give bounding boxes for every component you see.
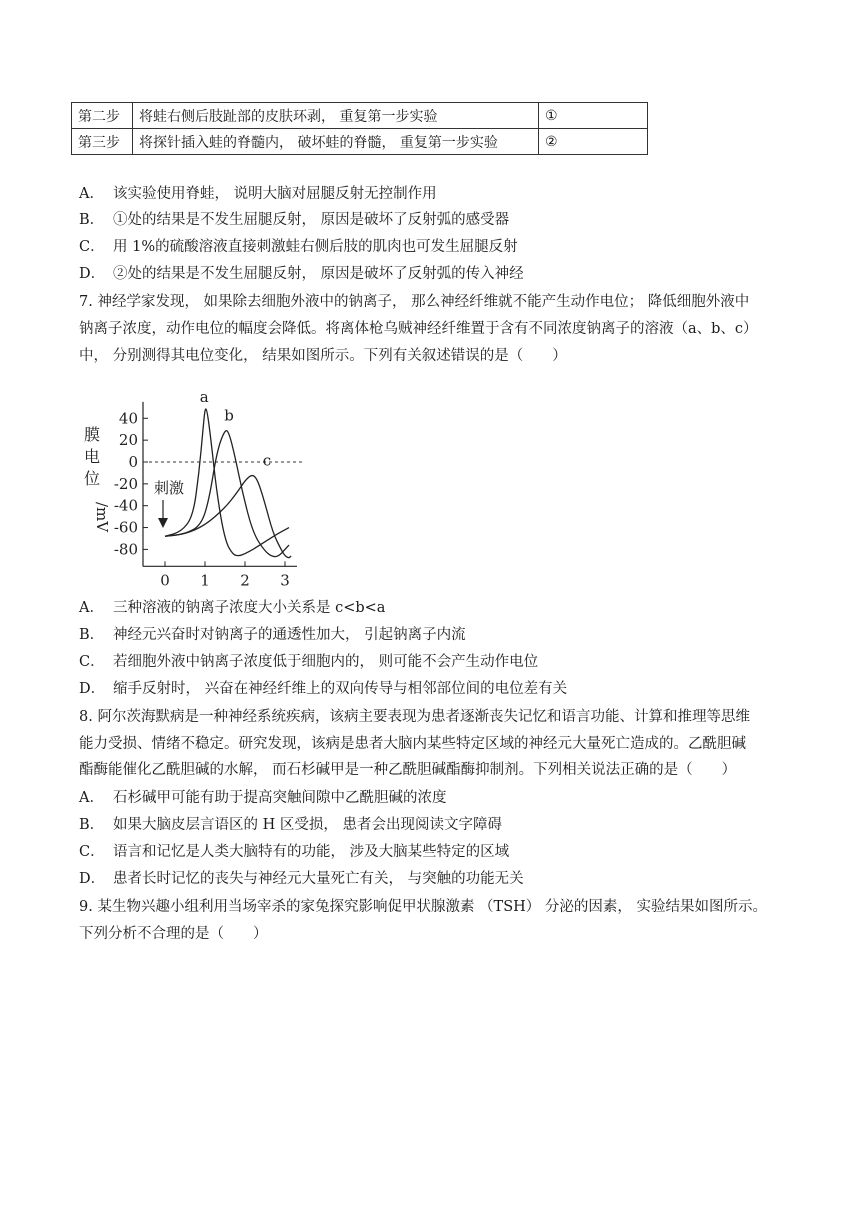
q8-stem-line: 酯酶能催化乙酰胆碱的水解， 而石杉碱甲是一种乙酰胆碱酯酶抑制剂。下列相关说法正确的是（ ） <box>79 762 737 778</box>
option-label: A． <box>79 600 104 616</box>
y-axis-label-char: 膜 <box>83 425 101 444</box>
q8-stem-line: 能力受损、情绪不稳定。研究发现，该病是患者大脑内某些特定区域的神经元大量死亡造成的。乙酰胆碱 <box>79 736 746 752</box>
q6-option-c <box>79 237 518 257</box>
table-cell-result: ① <box>539 103 648 129</box>
x-tick-label: 1 <box>200 571 210 590</box>
q7-option-d <box>79 679 567 699</box>
chart-labels <box>84 388 271 533</box>
option-text: 缩手反射时， 兴奋在神经纤维上的双向传导与相邻部位间的电位差有关 <box>113 681 568 697</box>
q6-option-b <box>79 210 509 230</box>
table-cell-result: ② <box>539 129 648 155</box>
option-label: B． <box>79 817 105 833</box>
q7-stem-line: 中， 分别测得其电位变化， 结果如图所示。下列有关叙述错误的是（ ） <box>79 348 567 364</box>
option-label: D． <box>79 871 106 887</box>
q6-option-d <box>79 264 524 284</box>
option-text: 患者长时记忆的丧失与神经元大量死亡有关， 与突触的功能无关 <box>113 871 524 887</box>
q9-stem-line: 9. 某生物兴趣小组利用当场宰杀的家兔探究影响促甲状腺激素 （TSH） 分泌的因素， 实验结果如图所示。 <box>79 899 768 915</box>
option-label: C． <box>79 239 105 255</box>
y-tick-label: -40 <box>113 496 138 515</box>
q7-stem-line: 钠离子浓度，动作电位的幅度会降低。将离体枪乌贼神经纤维置于含有不同浓度钠离子的溶液（a、b、c） <box>79 321 758 337</box>
option-label: D． <box>79 266 106 282</box>
option-text: 三种溶液的钠离子浓度大小关系是 c<b<a <box>113 600 386 616</box>
q8-option-c <box>79 842 509 862</box>
q8-option-a <box>79 788 447 808</box>
option-label: C． <box>79 654 105 670</box>
q7-stem-line: 7. 神经学家发现， 如果除去细胞外液中的钠离子， 那么神经纤维就不能产生动作电位； 降低细胞外液中 <box>79 294 750 310</box>
experiment-steps-table <box>71 102 648 155</box>
option-text: 用 1%的硫酸溶液直接刺激蛙右侧后肢的肌肉也可发生屈腿反射 <box>113 239 518 255</box>
stimulus-label: 刺激 <box>154 479 185 497</box>
y-tick-label: 40 <box>118 409 138 428</box>
option-label: B． <box>79 212 105 228</box>
option-label: D． <box>79 681 106 697</box>
series-label-b: b <box>224 406 234 425</box>
series-label-c: c <box>262 451 272 470</box>
q7-option-c <box>79 652 538 672</box>
q6-option-a <box>79 184 437 204</box>
table-row <box>72 103 648 129</box>
option-text: ①处的结果是不发生屈腿反射， 原因是破坏了反射弧的感受器 <box>113 212 510 228</box>
option-text: 若细胞外液中钠离子浓度低于细胞内的， 则可能不会产生动作电位 <box>113 654 539 670</box>
table-cell-step: 第三步 <box>72 129 133 155</box>
y-tick-label: -80 <box>113 540 138 559</box>
q8-option-b <box>79 815 502 835</box>
table-cell-step: 第二步 <box>72 103 133 129</box>
y-axis-label-char: 位 <box>83 469 101 488</box>
option-label: B． <box>79 627 105 643</box>
y-tick-label: -20 <box>113 474 138 493</box>
q7-option-a <box>79 598 385 618</box>
option-text: 神经元兴奋时对钠离子的通透性加大， 引起钠离子内流 <box>113 627 466 643</box>
y-tick-label: 0 <box>128 453 138 471</box>
table-cell-action: 将蛙右侧后肢趾部的皮肤环剥， 重复第一步实验 <box>133 103 539 129</box>
option-text: 语言和记忆是人类大脑特有的功能， 涉及大脑某些特定的区域 <box>113 844 510 860</box>
y-tick-label: -60 <box>113 518 138 537</box>
q8-option-d <box>79 869 524 889</box>
option-label: A． <box>79 790 104 806</box>
q7-option-b <box>79 625 466 645</box>
chart-axes <box>114 402 302 589</box>
option-text: 石杉碱甲可能有助于提高突触间隙中乙酰胆碱的浓度 <box>113 790 447 806</box>
membrane-potential-chart <box>70 372 360 592</box>
y-axis-unit: /mV <box>93 502 111 533</box>
y-tick-label: 20 <box>118 431 138 450</box>
table-row <box>72 129 648 155</box>
q9-stem-line: 下列分析不合理的是（ ） <box>79 926 268 942</box>
series-label-a: a <box>199 387 209 406</box>
table-cell-action: 将探针插入蛙的脊髓内， 破坏蛙的脊髓， 重复第一步实验 <box>133 129 539 155</box>
x-tick-label: 2 <box>240 571 250 590</box>
stimulus-arrow-head <box>158 518 168 528</box>
option-text: 该实验使用脊蛙， 说明大脑对屈腿反射无控制作用 <box>113 186 437 202</box>
y-axis-label-char: 电 <box>83 447 101 466</box>
x-tick-label: 3 <box>280 571 290 590</box>
option-label: C． <box>79 844 105 860</box>
option-text: ②处的结果是不发生屈腿反射， 原因是破坏了反射弧的传入神经 <box>113 266 524 282</box>
option-label: A． <box>79 186 104 202</box>
q8-stem-line: 8. 阿尔茨海默病是一种神经系统疾病，该病主要表现为患者逐渐丧失记忆和语言功能、计算和推理等思维 <box>79 709 750 725</box>
option-text: 如果大脑皮层言语区的 H 区受损， 患者会出现阅读文字障碍 <box>113 817 502 833</box>
x-tick-label: 0 <box>160 571 170 590</box>
